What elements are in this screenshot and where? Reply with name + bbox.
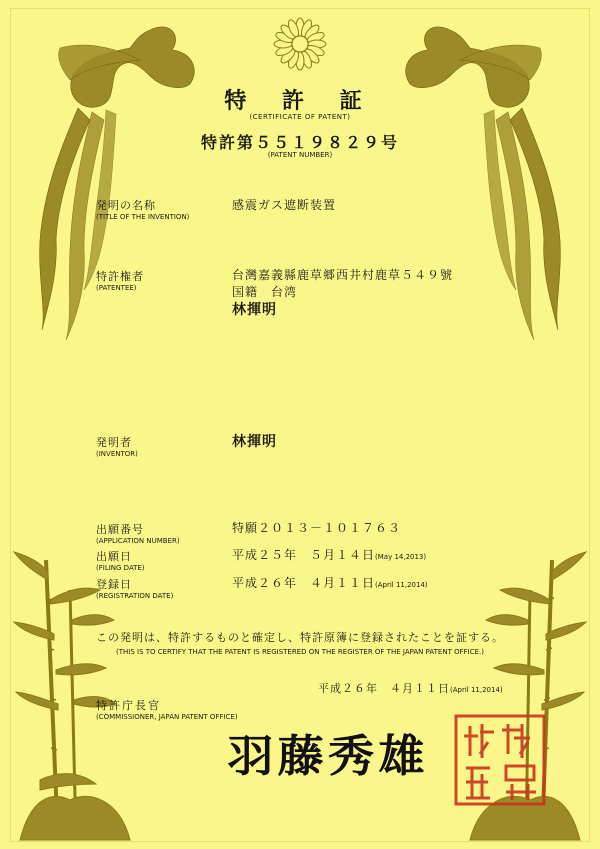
filing-date-label: 出願日 <box>96 550 132 563</box>
filing-date-jp: 平成２５年 ５月１４日 <box>232 548 376 562</box>
filing-date-label-en: (FILING DATE) <box>96 564 145 572</box>
invention-title-label-en: (TITLE OF THE INVENTION) <box>96 213 190 221</box>
patent-number: 特許第５５１９８２９号 <box>200 133 399 152</box>
official-seal-icon <box>452 712 548 808</box>
registration-date-en: (April 11,2014) <box>375 581 428 589</box>
patentee-address: 台灣嘉義縣鹿草郷西井村鹿草５４９號 <box>232 268 454 282</box>
certification-statement: この発明は、特許するものと確定し、特許原簿に登録されたことを証する。 <box>96 631 504 644</box>
application-number-label: 出願番号 <box>96 523 144 536</box>
filing-date-value <box>232 546 426 563</box>
invention-title-label: 発明の名称 <box>96 199 156 212</box>
phoenix-right-icon <box>406 27 561 340</box>
filing-date-en: (May 14,2013) <box>375 553 427 561</box>
inventor-label-en: (INVENTOR) <box>96 450 138 458</box>
issue-date-en: (April 11,2014) <box>450 686 503 694</box>
inventor-label: 発明者 <box>96 436 132 449</box>
registration-date-value <box>232 574 428 591</box>
issue-date-jp: 平成２６年 ４月１１日 <box>318 682 450 695</box>
patentee-label: 特許権者 <box>96 270 144 283</box>
phoenix-left-icon <box>40 27 195 340</box>
patentee-nationality: 国籍 台湾 <box>232 285 298 299</box>
registration-date-label: 登録日 <box>96 578 132 591</box>
certificate-title: 特 許 証 <box>224 88 376 114</box>
application-number-value: 特願２０１３－１０１７６３ <box>232 521 402 535</box>
commissioner-label-en: (COMMISSIONER, JAPAN PATENT OFFICE) <box>96 713 238 721</box>
patent-number-label-en: (PATENT NUMBER) <box>267 151 333 159</box>
commissioner-label: 特許庁長官 <box>96 699 161 712</box>
patentee-name: 林揮明 <box>232 302 277 318</box>
patentee-label-en: (PATENTEE) <box>96 284 137 292</box>
certificate-title-en: (CERTIFICATE OF PATENT) <box>249 113 351 121</box>
certification-statement-en: (THIS IS TO CERTIFY THAT THE PATENT IS REGISTERED ON THE REGISTER OF THE JAPAN PATENT OFFICE.) <box>116 648 484 656</box>
registration-date-jp: 平成２６年 ４月１１日 <box>232 576 376 590</box>
registration-date-label-en: (REGISTRATION DATE) <box>96 592 174 600</box>
chrysanthemum-crest-icon <box>274 18 326 70</box>
issue-date <box>318 680 503 696</box>
inventor-name: 林揮明 <box>232 434 277 450</box>
invention-title-value: 感震ガス遮断装置 <box>232 198 337 212</box>
application-number-label-en: (APPLICATION NUMBER) <box>96 537 180 545</box>
commissioner-signature: 羽藤秀雄 <box>227 731 429 782</box>
